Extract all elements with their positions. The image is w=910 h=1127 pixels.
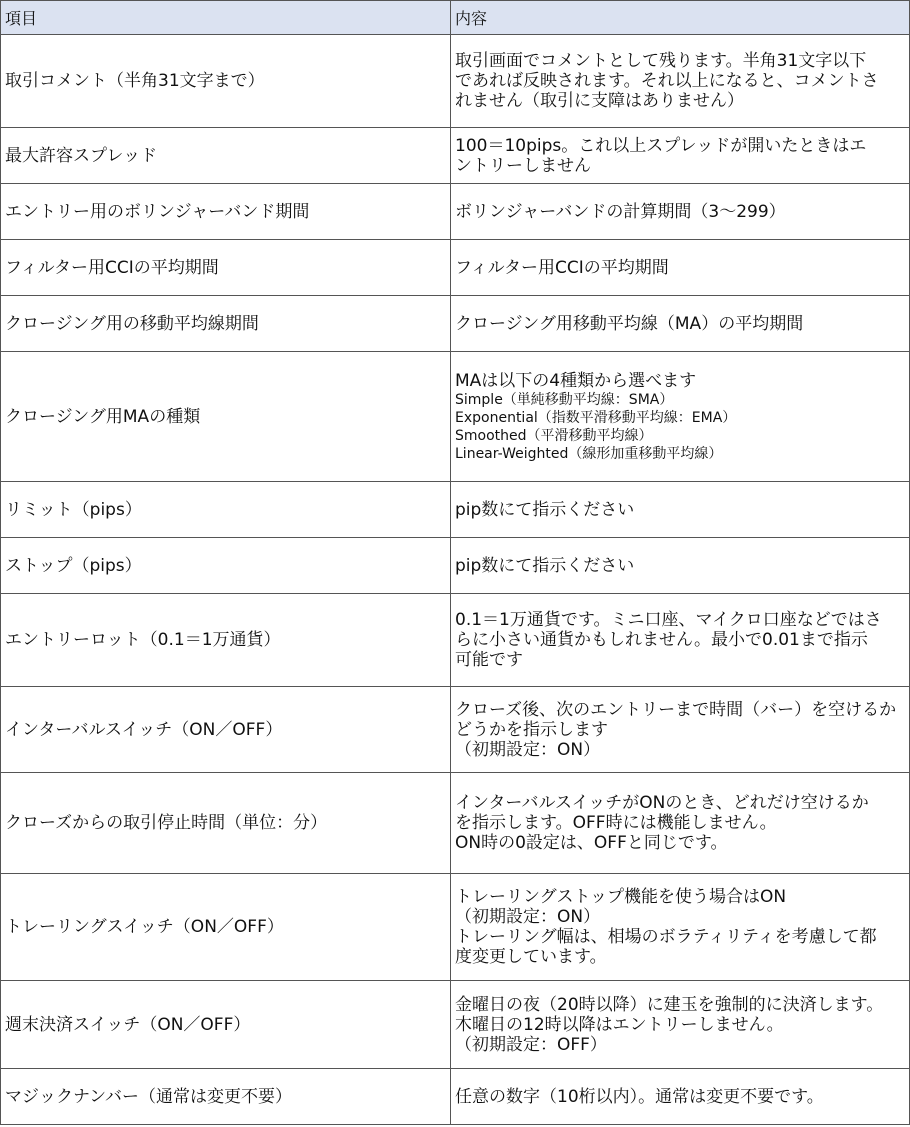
content-line: pip数にて指示ください <box>455 499 635 520</box>
table-row <box>1 594 910 687</box>
content-cell <box>451 352 910 482</box>
header-content: 内容 <box>451 1 910 35</box>
content-line: を指示します。OFF時には機能しません。 <box>455 813 777 833</box>
content-line: 金曜日の夜（20時以降）に建玉を強制的に決済します。 <box>455 994 884 1015</box>
content-line: Linear-Weighted（線形加重移動平均線） <box>455 445 723 462</box>
content-cell <box>451 538 910 594</box>
content-line: であれば反映されます。それ以上になると、コメントさ <box>455 71 879 91</box>
item-cell: 最大許容スプレッド <box>1 128 451 184</box>
content-line: ON時の0設定は、OFFと同じです。 <box>455 833 728 853</box>
content-line: 可能です <box>455 650 523 670</box>
table-row <box>1 128 910 184</box>
content-line: クロージング用移動平均線（MA）の平均期間 <box>455 313 804 334</box>
content-cell <box>451 296 910 352</box>
content-cell <box>451 594 910 687</box>
content-line: れません（取引に支障はありません） <box>455 91 744 111</box>
content-cell <box>451 1069 910 1125</box>
item-cell: エントリー用のボリンジャーバンド期間 <box>1 184 451 240</box>
header-row <box>1 1 910 35</box>
content-cell <box>451 240 910 296</box>
table-row <box>1 981 910 1069</box>
item-cell: 取引コメント（半角31文字まで） <box>1 35 451 128</box>
table-row <box>1 538 910 594</box>
item-cell: エントリーロット（0.1＝1万通貨） <box>1 594 451 687</box>
table-row <box>1 240 910 296</box>
item-cell: クローズからの取引停止時間（単位：分） <box>1 773 451 874</box>
content-cell <box>451 981 910 1069</box>
table-row <box>1 773 910 874</box>
content-cell <box>451 184 910 240</box>
item-cell: インターバルスイッチ（ON／OFF） <box>1 687 451 773</box>
content-cell <box>451 773 910 874</box>
content-line: インターバルスイッチがONのとき、どれだけ空けるか <box>455 793 869 813</box>
content-line: 木曜日の12時以降はエントリーしません。 <box>455 1014 784 1035</box>
table-row <box>1 184 910 240</box>
table-row <box>1 1069 910 1125</box>
table-row <box>1 296 910 352</box>
content-line: MAは以下の4種類から選べます <box>455 370 697 391</box>
content-line: クローズ後、次のエントリーまで時間（バー）を空けるか <box>455 699 897 720</box>
item-cell: クロージング用の移動平均線期間 <box>1 296 451 352</box>
content-line: 任意の数字（10桁以内）。通常は変更不要です。 <box>455 1086 824 1107</box>
content-line: トレーリング幅は、相場のボラティリティを考慮して都 <box>455 927 877 947</box>
content-line: Smoothed（平滑移動平均線） <box>455 427 653 444</box>
content-line: 度変更しています。 <box>455 947 607 967</box>
table-row <box>1 35 910 128</box>
content-line: フィルター用CCIの平均期間 <box>455 257 669 278</box>
item-cell: リミット（pips） <box>1 482 451 538</box>
content-line: ントリーしません <box>455 155 591 176</box>
content-line: Exponential（指数平滑移動平均線：EMA） <box>455 409 737 426</box>
content-line: Simple（単純移動平均線：SMA） <box>455 391 674 408</box>
header-item: 項目 <box>1 1 451 35</box>
content-cell <box>451 874 910 981</box>
content-cell <box>451 687 910 773</box>
item-cell: クロージング用MAの種類 <box>1 352 451 482</box>
content-line: （初期設定：ON） <box>455 739 601 760</box>
content-line: （初期設定：ON） <box>455 907 601 927</box>
content-line: 100＝10pips。これ以上スプレッドが開いたときはエ <box>455 135 867 156</box>
content-line: ボリンジャーバンドの計算期間（3～299） <box>455 201 786 222</box>
content-line: 取引画面でコメントとして残ります。半角31文字以下 <box>455 51 867 71</box>
content-line: らに小さい通貨かもしれません。最小で0.01まで指示 <box>455 630 868 650</box>
item-cell: マジックナンバー（通常は変更不要） <box>1 1069 451 1125</box>
table-row <box>1 482 910 538</box>
content-cell <box>451 35 910 128</box>
item-cell: 週末決済スイッチ（ON／OFF） <box>1 981 451 1069</box>
item-cell: フィルター用CCIの平均期間 <box>1 240 451 296</box>
content-line: pip数にて指示ください <box>455 555 635 576</box>
table-row <box>1 874 910 981</box>
item-cell: トレーリングスイッチ（ON／OFF） <box>1 874 451 981</box>
content-cell <box>451 128 910 184</box>
table-row <box>1 352 910 482</box>
content-line: トレーリングストップ機能を使う場合はON <box>455 887 787 907</box>
content-line: （初期設定：OFF） <box>455 1034 607 1055</box>
content-line: どうかを指示します <box>455 719 608 740</box>
item-cell: ストップ（pips） <box>1 538 451 594</box>
content-line: 0.1＝1万通貨です。ミニ口座、マイクロ口座などではさ <box>455 610 882 630</box>
content-cell <box>451 482 910 538</box>
table-row <box>1 687 910 773</box>
